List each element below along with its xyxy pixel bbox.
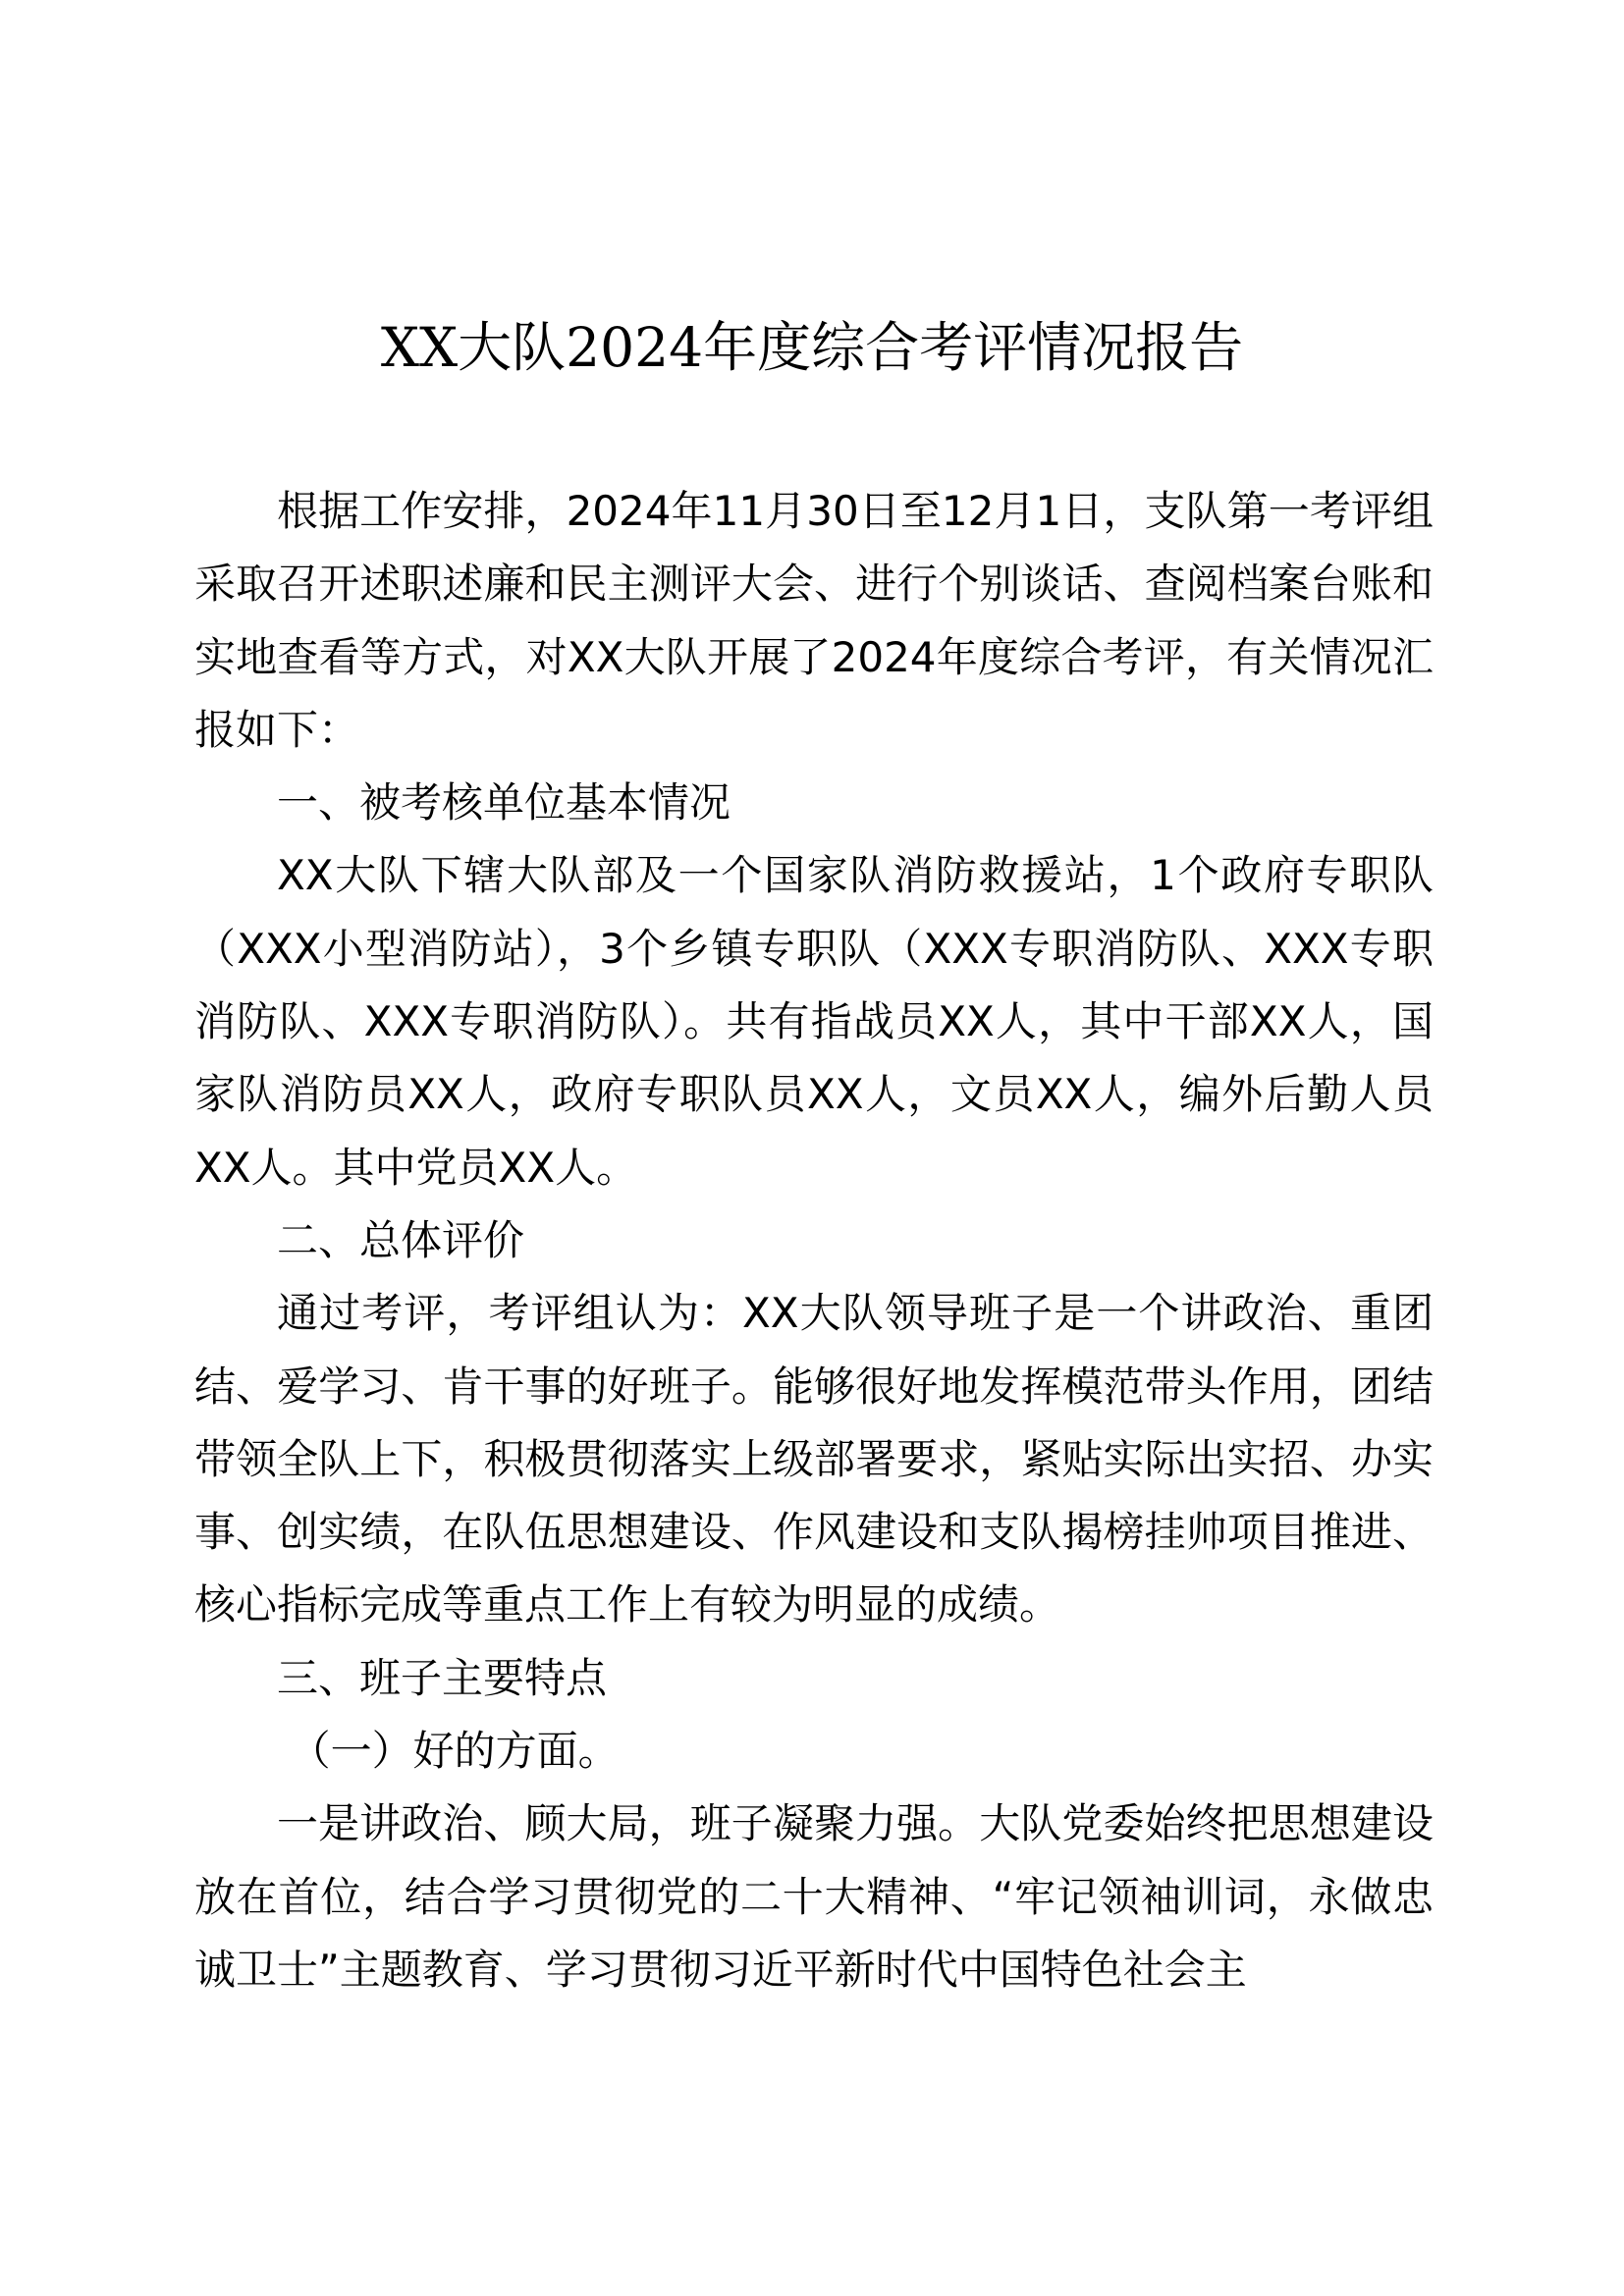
document-title: XX大队2024年度综合考评情况报告	[380, 316, 1244, 379]
section-heading-basic-info: 一、被考核单位基本情况	[277, 778, 731, 828]
paragraph-overall-evaluation: 通过考评，考评组认为：XX大队领导班子是一个讲政治、重团结、爱学习、肯干事的好班子。能够很好地发挥模范带头作用，团结带领全队上下，积极贯彻落实上级部署要求，紧贴实际出实招、办实事、创实绩，在队伍思想建设、作风建设和支队揭榜挂帅项目推进、核心指标完成等重点工作上有较为明显的成绩。	[194, 1289, 1434, 1629]
paragraph-intro: 根据工作安排，2024年11月30日至12月1日，支队第一考评组采取召开述职述廉和民主测评大会、进行个别谈话、查阅档案台账和实地查看等方式，对XX大队开展了2024年度综合考评，有关情况汇报如下：	[194, 487, 1434, 754]
subsection-heading-strengths: （一）好的方面。	[289, 1727, 620, 1776]
section-heading-team-features: 三、班子主要特点	[277, 1653, 608, 1702]
paragraph-basic-info: XX大队下辖大队部及一个国家队消防救援站，1个政府专职队（XXX小型消防站），3个乡镇专职队（XXX专职消防队、XXX专职消防队、XXX专职消防队）。共有指战员XX人，其中干部XX人，国家队消防员XX人，政府专职队员XX人，文员XX人，编外后勤人员XX人。其中党员XX人。	[194, 851, 1434, 1192]
section-heading-overall-evaluation: 二、总体评价	[277, 1215, 525, 1264]
document-body	[194, 475, 1434, 2006]
paragraph-strength-one: 一是讲政治、顾大局，班子凝聚力强。大队党委始终把思想建设放在首位，结合学习贯彻党的二十大精神、“牢记领袖训词，永做忠诚卫士”主题教育、学习贯彻习近平新时代中国特色社会主	[194, 1799, 1434, 1994]
